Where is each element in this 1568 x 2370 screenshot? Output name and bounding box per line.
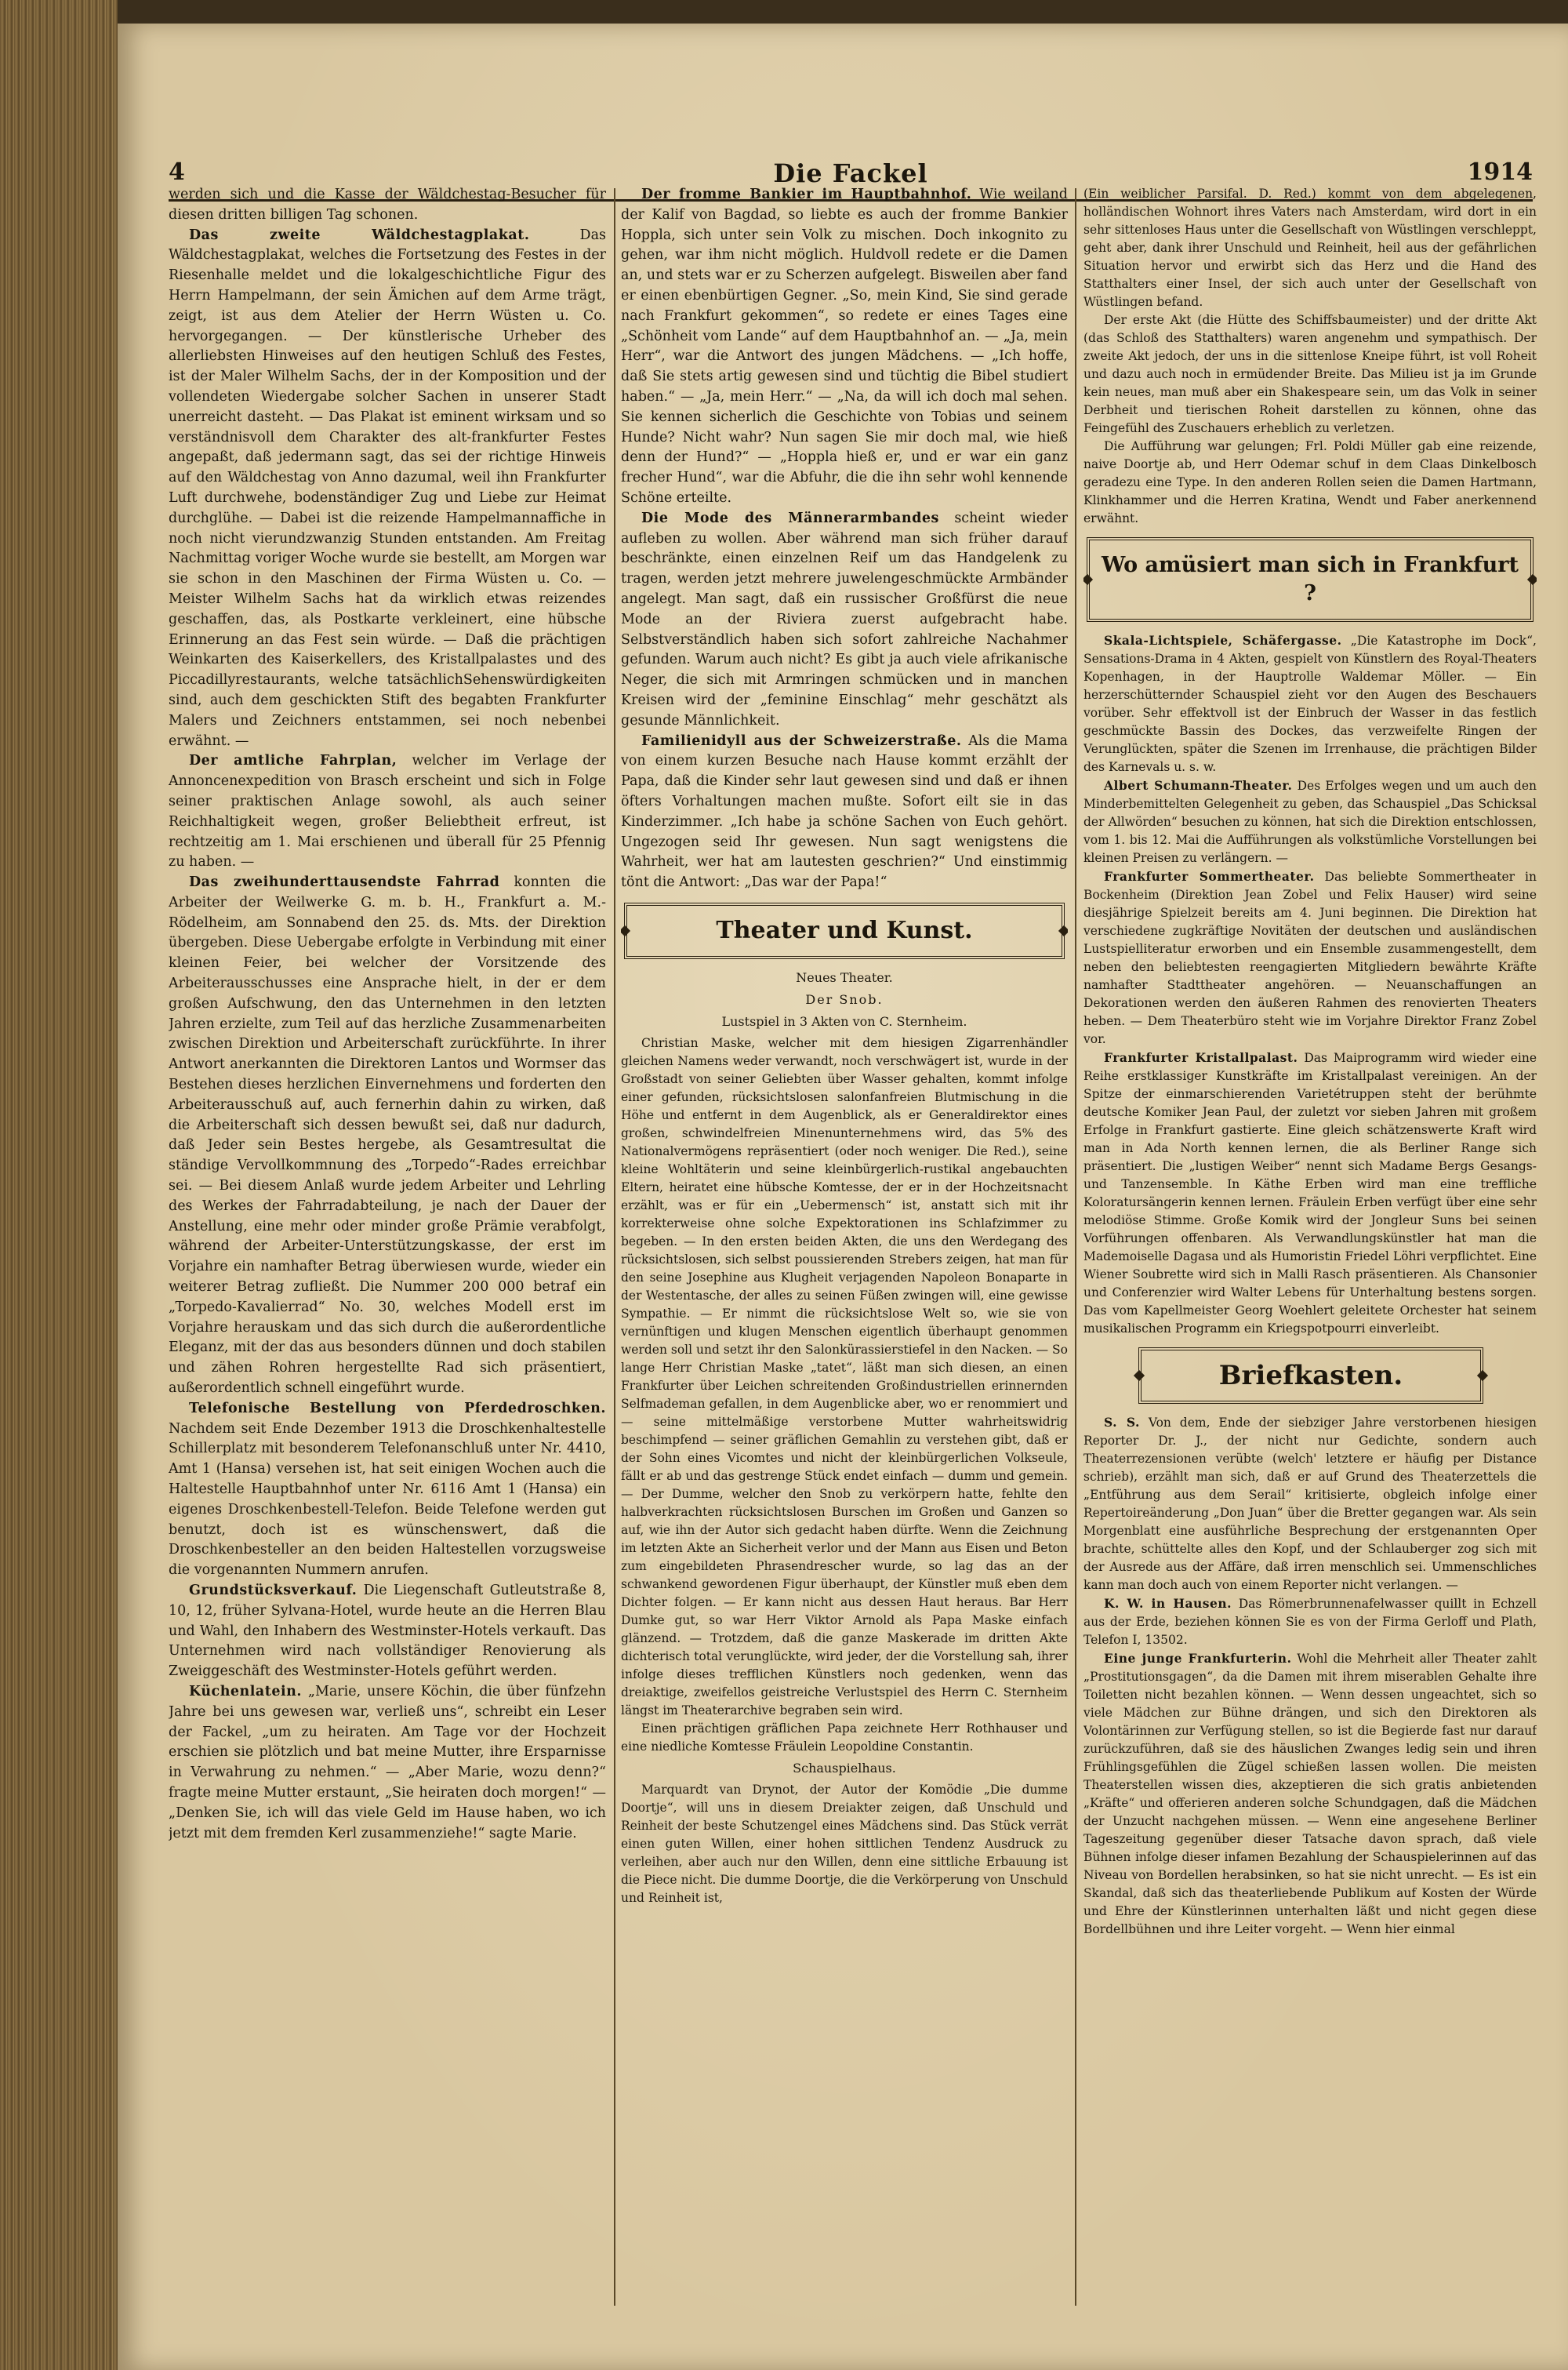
article-heading: K. W. in Hausen. [1104,1596,1232,1611]
article-text: welcher im Verlage der Annoncenexpedition von Brasch erscheint und sich in Folge seiner praktischen Anlage sowohl, als auch seiner Reichhaltigkeit wegen, großer Beliebtheit erfreut, ist rechtzeitig am 1. Mai erschienen und überall für 25 Pfennig zu haben. — [169,753,606,871]
review-text: Christian Maske, welcher mit dem hiesigen Zigarrenhändler gleichen Namens weder verwandt, noch verschwägert ist, wurde in der Großstadt von seiner Geliebten über Wasser gehalten, kommt infolge einer gefunden, rücksichtslosen salonfanfreien Blutmischung in die Höhe und entfernt in dem Augenblick, als er Generaldirektor eines großen, schwindelfreien Minenunternehmens wird, das 5% des Nationalvermögens repräsentiert (oder noch weniger. Die Red.), seine kleine Wohltäterin und seine kleinbürgerlich-rustikal angebauchten Eltern, heiratet eine hübsche Komtesse, der er in der Hochzeitsnacht erzählt, was er für ein „Uebermensch“ ist, anstatt sich mit ihr korrekterweise ohne solche Expektorationen ins Schlafzimmer zu begeben. — In den ersten beiden Akten, die uns den Werdegang des rücksichtslosen, sich selbst poussierenden Strebers zeigen, hat man für den seine Josephine aus Klugheit verjagenden Napoleon Bonaparte in der Westentasche, der alles zu seinen Füßen zwingen will, eine gewisse Sympathie. — Er nimmt die rücksichtslose Welt so, wie sie von vernünftigen und klugen Menschen eigentlich überhaupt genommen werden soll und setzt ihr den Salonkürassierstiefel in den Nacken. — So lange Herr Christian Maske „tatet“, läßt man sich diesen, an einen Frankfurter über Leichen schreitenden Großindustriellen erinnernden Selfmademan gefallen, in dem Augenblicke aber, wo er renommiert und — seine mittelmäßige verstorbene Mutter wahrheitswidrig beschimpfend — seiner gräflichen Gemahlin zu verstehen gibt, daß er der Sohn eines Vicomtes und nicht der kleinbürgerlichen Volkseule, fällt er ab und das gestrenge Stück endet einfach — dumm und gemein. — Der Dumme, welcher den Snob zu verkörpern hatte, fehlte den halbverkrachten rücksichtslosen Burschen im Großen und Ganzen so auf, wie ihn der Autor sich gedacht haben dürfte. Wenn die Zeichnung im letzten Akte an Sicherheit verlor und der Mann aus Eisen und Beton zum eingebildeten Phrasendrescher wurde, so lag das an der schwankend gewordenen Figur überhaupt, der Künstler muß eben dem Dichter folgen. — Er kann nicht aus dessen Haut heraus. Bar Herr Dumke gut, so war Herr Viktor Arnold als Papa Maske einfach glänzend. — Trotzdem, daß die ganze Maskerade im dritten Akte dichterisch total verunglückte, wird jeder, der die Vorstellung sah, ihrer infolge dieses trefflichen Künstlers noch gedenken, wenn das dreiaktige, zweifellos geistreiche Verlustspiel des Herrn C. Sternheim längst im Theaterarchive begraben sein wird. [621,1035,1068,1718]
page-number: 4 [169,158,185,186]
column-3 [1083,185,1537,2318]
article-text: Des Erfolges wegen und um auch den Minderbemittelten Gelegenheit zu geben, das Schauspiel „Das Schicksal der Allwörden“ besuchen zu können, hat sich die Direktion entschlossen, vom 1. bis 12. Mai die Aufführungen als volkstümliche Vorstellungen bei kleinen Preisen zu verlängern. — [1083,779,1537,865]
article-text: Das Römerbrunnenafelwasser quillt in Echzell aus der Erde, beziehen können Sie es von der Firma Gerloff und Plath, Telefon I, 13502. [1083,1597,1537,1647]
book-spine-edge [0,0,118,2370]
doortje-continuation: (Ein weiblicher Parsifal. D. Red.) kommt von dem abgelegenen, holländischen Wohnort ihres Vaters nach Amsterdam, wird dort in ein sehr sittenloses Haus unter die Gesellschaft von Wüstlingen verschleppt, geht aber, dank ihrer Unschuld und Reinheit, heil aus der gefährlichen Situation hervor und erwirbt sich das Herz und die Hand des Statthalters einer Insel, der sich auch unter der Gesellschaft von Wüstlingen befand. [1083,187,1537,309]
article-text: Nachdem seit Ende Dezember 1913 die Droschkenhaltestelle Schillerplatz mit besonderem Telefonanschluß unter Nr. 4410, Amt 1 (Hansa) versehen ist, hat seit einigen Wochen auch die Haltestelle Hauptbahnhof unter Nr. 6116 Amt 1 (Hansa) ein eigenes Droschkenbestell-Telefon. Beide Telefone werden gut benutzt, doch ist es wünschenswert, daß die Droschkenbesteller an den beiden Haltestellen vorzugsweise die vorgenannten Nummern anrufen. [169,1420,606,1579]
section-box-briefkasten: Briefkasten. [1138,1347,1483,1404]
article-heading: Der fromme Bankier im Hauptbahnhof. [641,187,972,202]
letter-reply [1083,1413,1537,1594]
review-text-3: Marquardt van Drynot, der Autor der Komödie „Die dumme Doortje“, will uns in diesem Dreiakter zeigen, daß Unschuld und Reinheit der beste Schutzengel eines Mädchens sind. Das Stück verrät einen guten Willen, einer hohen sittlichen Tendenz Ausdruck zu verleihen, aber auch nur den Willen, denn eine sittliche Erbauung ist die Piece nicht. Die dumme Doortje, die die Verkörperung von Unschuld und Reinheit ist, [621,1782,1068,1905]
article-text: „Marie, unsere Köchin, die über fünfzehn Jahre bei uns gewesen war, verließ uns“, schreibt ein Leser der Fackel, „um zu heiraten. Am Tage vor der Hochzeit erschien sie plötzlich und bat meine Mutter, ihre Ersparnisse in Verwahrung zu nehmen.“ — „Aber Marie, wozu denn?“ fragte meine Mutter erstaunt, „Sie heiraten doch morgen!“ — „Denken Sie, ich will das viele Geld im Hause haben, wo ich jetzt mit dem fremden Kerl zusammenziehe!“ sagte Marie. [169,1683,606,1841]
article-text: konnten die Arbeiter der Weilwerke G. m. b. H., Frankfurt a. M.-Rödelheim, am Sonnabend den 25. ds. Mts. der Direktion übergeben. Diese Uebergabe erfolgte in Verbindung mit einer kleinen Feier, bei welcher der Vorsitzende des Arbeiterausschusses eine Ansprache hielt, in der er dem großen Aufschwung, den das Unternehmen in den letzten Jahren erzielte, zum Teil auf das herzliche Zusammenarbeiten zwischen Direktion und Arbeiterschaft zurückführte. In ihrer Antwort anerkannten die Direktoren Lantos und Wormser das Bestehen dieses herzlichen Einvernehmens und forderten den Arbeiterausschuß auf, auch fernerhin dahin zu wirken, daß die Arbeiterschaft sich dessen bewußt sei, daß nur dadurch, daß Jeder sein Bestes hergebe, als Gesamtresultat die ständige Vervollkommnung des „Torpedo“-Rades erreichbar sei. — Bei diesem Anlaß wurde jedem Arbeiter und Lehrling des Werkes der Fahrradabteilung, je nach der Dauer der Anstellung, eine mehr oder minder große Prämie verabfolgt, während der Arbeiter-Unterstützungskasse, der erst im Vorjahre ein namhafter Betrag überwiesen wurde, wieder ein weiterer Betrag zufließt. Die Nummer 200 000 betraf ein „Torpedo-Kavalierrad“ No. 30, welches Modell erst im Vorjahre herauskam und das sich durch die außerordentliche Eleganz, mit der das aus besonders dünnen und doch stabilen und zähen Rohren hergestellte Rad sich präsentiert, außerordentlich schnell eingeführt wurde. [169,874,606,1397]
article-paragraph [621,509,1068,732]
article-text: Wohl die Mehrheit aller Theater zahlt „Prostitutionsgagen“, da die Damen mit ihrem miserablen Gehalte ihre Toiletten nicht bezahlen können. — Wenn dessen ungeachtet, sich so viele Mädchen zur Bühne drängen, und sich den Direktoren als Volontärinnen zur Verfügung stellen, so ist die Begierde fast nur darauf zurückzuführen, daß sie des häuslichen Zwanges ledig sein und ihren Frühlingsgefühlen die Zügel schießen lassen wollen. Die meisten Theaterstellen wissen dies, akzeptieren die sich gratis anbietenden „Kräfte“ und offerieren anderen solche Schundgagen, daß die Mädchen der Unzucht nachgehen müssen. — Wenn eine angesehene Berliner Tageszeitung gegenüber dieser Tatsache davon sprach, daß viele Bühnen infolge dieser infamen Bezahlung der Schauspielerinnen auf das Niveau von Bordellen herabsinken, so hat sie nicht unrecht. — Es ist ein Skandal, daß sich das theaterliebende Publikum auf Kosten der Würde und Ehre der Künstlerinnen unterhalten läßt und nicht gegen diese Bordellbühnen und ihre Leiter vorgeht. — Wenn hier einmal [1083,1652,1537,1936]
article-heading: Eine junge Frankfurterin. [1104,1651,1292,1666]
article-text: Das beliebte Sommertheater in Bockenheim (Direktion Jean Zobel und Felix Hauser) wird seine diesjährige Spielzeit bereits am 4. Juni beginnen. Die Direktion hat verschiedene zugkräftige Novitäten der deutschen und ausländischen Lustspielliteratur erworben und ein Ensemble zusammengestellt, dem neben den beliebtesten reengagierten Mitgliedern bewährte Kräfte namhafter Stadttheater angehören. — Neuanschaffungen an Dekorationen werden den äußeren Rahmen des renovierten Theaters heben. — Dem Theaterbüro steht wie im Vorjahre Direktor Franz Zobel vor. [1083,870,1537,1046]
letter-reply [1083,1649,1537,1939]
article-paragraph [169,185,606,226]
review-text-2: Einen prächtigen gräflichen Papa zeichnete Herr Rothhauser und eine niedliche Komtesse Fräulein Leopoldine Constantin. [621,1721,1068,1754]
column-divider [614,188,615,2306]
article-paragraph [169,226,606,752]
venue-item [1083,776,1537,867]
subheading-schauspielhaus: Schauspielhaus. [793,1760,896,1776]
article-text: Das Maiprogramm wird wieder eine Reihe erstklassiger Kunstkräfte im Kristallpalast vereinigen. An der Spitze der einmarschierenden Varietétruppen steht der berühmte deutsche Komiker Jean Paul, der zuletzt vor sieben Jahren mit großem Erfolge in Frankfurt gastierte. Eine gleich schätzenswerte Kraft wird man in Ada North kennen lernen, die als Berliner Range sich präsentiert. Die „lustigen Weiber“ nennt sich Madame Bergs Gesangs- und Tanzensemble. In Käthe Erben wird man eine treffliche Koloratursängerin kennen lernen. Fräulein Erben verfügt über eine sehr melodiöse Stimme. Große Komik wird der Jongleur Suns bei seinen Vorführungen offenbaren. Als Verwandlungskünstler hat man die Mademoiselle Dagasa und als Humoristin Friedel Löhri verpflichtet. Eine Wiener Soubrette wird sich in Malli Rasch präsentieren. Als Chansonier und Conferenzier wird Walter Lebens für Unterhaltung bestens sorgen. Das vom Kapellmeister Georg Woehlert geleitete Orchester hat seinem musikalischen Programm ein Kriegspotpourri einverleibt. [1083,1051,1537,1336]
article-heading: Das zweite Wäldchestagplakat. [189,227,530,243]
doortje-paragraph-3: Die Aufführung war gelungen; Frl. Poldi Müller gab eine reizende, naive Doortje ab, und Herr Odemar schuf in dem Claas Dinkelbosch geradezu eine Type. In den anderen Rollen seien die Damen Hartmann, Klinkhammer und die Herren Kratina, Wendt und Faber anerkennend erwähnt. [1083,439,1537,525]
column-divider [1075,188,1076,2306]
article-text: werden sich und die Kasse der Wäldchestag-Besucher für diesen dritten billigen Tag schonen. [169,187,606,223]
article-heading: Frankfurter Kristallpalast. [1104,1050,1298,1065]
section-box-theater: Theater und Kunst. [624,903,1065,959]
venue-item [1083,631,1537,776]
letter-reply [1083,1594,1537,1649]
article-text: „Die Katastrophe im Dock“, Sensations-Drama in 4 Akten, gespielt von Künstlern des Royal-Theaters Kopenhagen, in der Hauptrolle Waldemar Möller. — Ein herzerschütternder Schauspiel zieht vor den Augen des Beschauers vorüber. Sehr effektvoll ist der Einbruch der Wasser in das festlich geschmückte Bassin des Dockes, das verzweifelte Ringen der Verunglückten, später die Szenen im Irrenhause, die prächtigen Bilder des Karnevals u. s. w. [1083,634,1537,774]
column-1 [169,185,606,2318]
article-paragraph [169,1399,606,1581]
article-heading: Telefonische Bestellung von Pferdedroschken. [189,1400,606,1416]
article-heading: Der amtliche Fahrplan, [189,753,397,769]
article-heading: S. S. [1104,1415,1140,1430]
subheading-lustspiel: Lustspiel in 3 Akten von C. Sternheim. [721,1013,967,1029]
column-2 [621,185,1068,2318]
article-heading: Grundstücksverkauf. [189,1582,358,1598]
article-paragraph [169,1682,606,1844]
venue-item [1083,1049,1537,1338]
article-paragraph [621,732,1068,893]
article-text: Als die Mama von einem kurzen Besuche nach Hause kommt erzählt der Papa, daß die Kinder sehr laut gewesen sind und daß er ihnen öfters Vorhaltungen machen mußte. Sofort eilt sie in das Kinderzimmer. „Ich habe ja schöne Sachen von Euch gehört. Ungezogen seid Ihr gewesen. Nun sagt wenigstens die Wahrheit, wer hat am lautesten geschrien?“ Und einstimmig tönt die Antwort: „Das war der Papa!“ [621,732,1068,891]
article-heading: Albert Schumann-Theater. [1104,778,1293,793]
article-heading: Frankfurter Sommertheater. [1104,869,1315,884]
subheading-snob: Der Snob. [805,991,884,1007]
article-text: Das Wäldchestagplakat, welches die Fortsetzung des Festes in der Riesenhalle meldet und die lokalgeschichtliche Figur des Herrn Hampelmann, der sein Ämichen auf dem Arme trägt, zeigt, ist aus dem Atelier der Herrn Wüsten u. Co. hervorgegangen. — Der künstlerische Urheber des allerliebsten Hinweises auf den heutigen Schluß des Festes, ist der Maler Wilhelm Sachs, der in der Komposition und der vollendeten Wiedergabe solcher Sachen in unserer Stadt unerreicht dasteht. — Das Plakat ist eminent wirksam und so verständnisvoll dem Charakter des alt-frankfurter Festes angepaßt, daß jedermann sagt, das sei der richtige Hinweis auf den Wäldchestag von Anno dazumal, weil ihn Frankfurter Luft durchwehe, bodenständiger Zug und Liebe zur Heimat durchglühe. — Dabei ist die reizende Hampelmannaffiche in noch nicht vierundzwanzig Stunden entstanden. Am Freitag Nachmittag voriger Woche wurde sie bestellt, am Morgen war sie schon in den Maschinen der Firma Wüsten u. Co. — Meister Wilhelm Sachs hat da wirklich etwas reizendes geschaffen, das, als Postkarte verkleinert, eine hübsche Erinnerung an das Fest sein würde. — Daß die prächtigen Weinkarten des Kaiserkellers, des Kristallpalastes und des Piccadillyrestaurants, welche tatsächlichSehenswürdigkeiten sind, auch dem geschickten Stift des begabten Frankfurter Malers und Zeichners entstammen, sei noch nebenbei erwähnt. — [169,227,606,749]
article-heading: Familienidyll aus der Schweizerstraße. [641,732,962,749]
article-text: scheint wieder aufleben zu wollen. Aber während man sich früher darauf beschränkte, einen einzelnen Reif um das Handgelenk zu tragen, werden jetzt mehrere juwelengeschmückte Armbänder angelegt. Man sagt, daß ein russischer Großfürst die neue Mode an der Riviera zuerst aufgebracht habe. Selbstverständlich haben sich sofort zahlreiche Nachahmer gefunden. Warum auch nicht? Es gibt ja auch viele afrikanische Neger, die sich mit Armringen schmücken und in manchen Kreisen wird der „feminine Einschlag“ mehr geschätzt als gesunde Männlichkeit. [621,510,1068,729]
subheading-neues-theater: Neues Theater. [796,969,893,985]
article-paragraph [169,873,606,1399]
article-heading: Küchenlatein. [189,1683,302,1699]
article-heading: Das zweihunderttausendste Fahrrad [189,874,500,891]
section-box-amusement: Wo amüsiert man sich in Frankfurt ? [1087,537,1534,622]
doortje-paragraph-2: Der erste Akt (die Hütte des Schiffsbaumeister) und der dritte Akt (das Schloß des Statthalters) waren angenehm und sympathisch. Der zweite Akt jedoch, der uns in die sittenlose Kneipe führt, ist voll Roheit und dazu auch noch in ermüdender Breite. Das Milieu ist ja im Grunde kein neues, man muß aber ein Shakespeare sein, um das Volk in seiner Derbheit und tierischen Roheit darstellen zu können, ohne das Feingefühl des Zuschauers erheblich zu verletzen. [1083,313,1537,435]
article-text: Wie weiland der Kalif von Bagdad, so liebte es auch der fromme Bankier Hoppla, sich unter sein Volk zu mischen. Doch inkognito zu gehen, war ihm nicht möglich. Huldvoll redete er die Damen an, und stets war er zu Scherzen aufgelegt. Bisweilen aber fand er einen ebenbürtigen Gegner. „So, mein Kind, Sie sind gerade nach Frankfurt gekommen“, so redete er eines Tages eine „Schönheit vom Lande“ auf dem Hauptbahnhof an. — „Ja, mein Herr“, war die Antwort des jungen Mädchens. — „Ich hoffe, daß Sie stets artig gewesen sind und tüchtig die Bibel studiert haben.“ — „Ja, mein Herr.“ — „Na, da will ich doch mal sehen. Sie kennen sicherlich die Geschichte von Tobias und seinem Hunde? Nicht wahr? Nun sagen Sie mir doch mal, wie hieß denn der Hund?“ — „Hoppla hieß er, und er war ein ganz frecher Hund“, war die Abfuhr, die die ihn sehr wohl kennende Schöne erteilte. [621,187,1068,506]
article-paragraph [169,751,606,873]
venue-item [1083,867,1537,1049]
article-text: Die Liegenschaft Gutleutstraße 8, 10, 12, früher Sylvana-Hotel, wurde heute an die Herren Blau und Wahl, den Inhabern des Westminster-Hotels verkauft. Das Unternehmen wird nach vollständiger Renovierung als Zweiggeschäft des Westminster-Hotels geführt werden. [169,1582,606,1680]
page-year: 1914 [1467,158,1533,186]
article-paragraph [169,1581,606,1682]
article-heading: Skala-Lichtspiele, Schäfergasse. [1104,633,1342,648]
article-paragraph [621,185,1068,509]
article-text: Von dem, Ende der siebziger Jahre verstorbenen hiesigen Reporter Dr. J., der nicht nur Gedichte, sondern auch Theaterrezensionen verübte (welch' letztere er häufig per Distance schrieb), erzählt man sich, daß er auf Grund des Theaterzettels die „Entführung aus dem Serail“ kritisierte, obgleich infolge einer Repertoireänderung „Don Juan“ über die Bretter gegangen war. Als sein Morgenblatt eine ausführliche Besprechung der erstgenannten Oper brachte, schüttelte alles den Kopf, und der Schlauberger zog sich mit der Ausrede aus der Affäre, daß irren menschlich sei. Ummenschliches kann man doch auch von einem Reporter nicht verlangen. — [1083,1416,1537,1592]
masthead-title: Die Fackel [773,158,928,188]
article-heading: Die Mode des Männerarmbandes [641,510,939,526]
